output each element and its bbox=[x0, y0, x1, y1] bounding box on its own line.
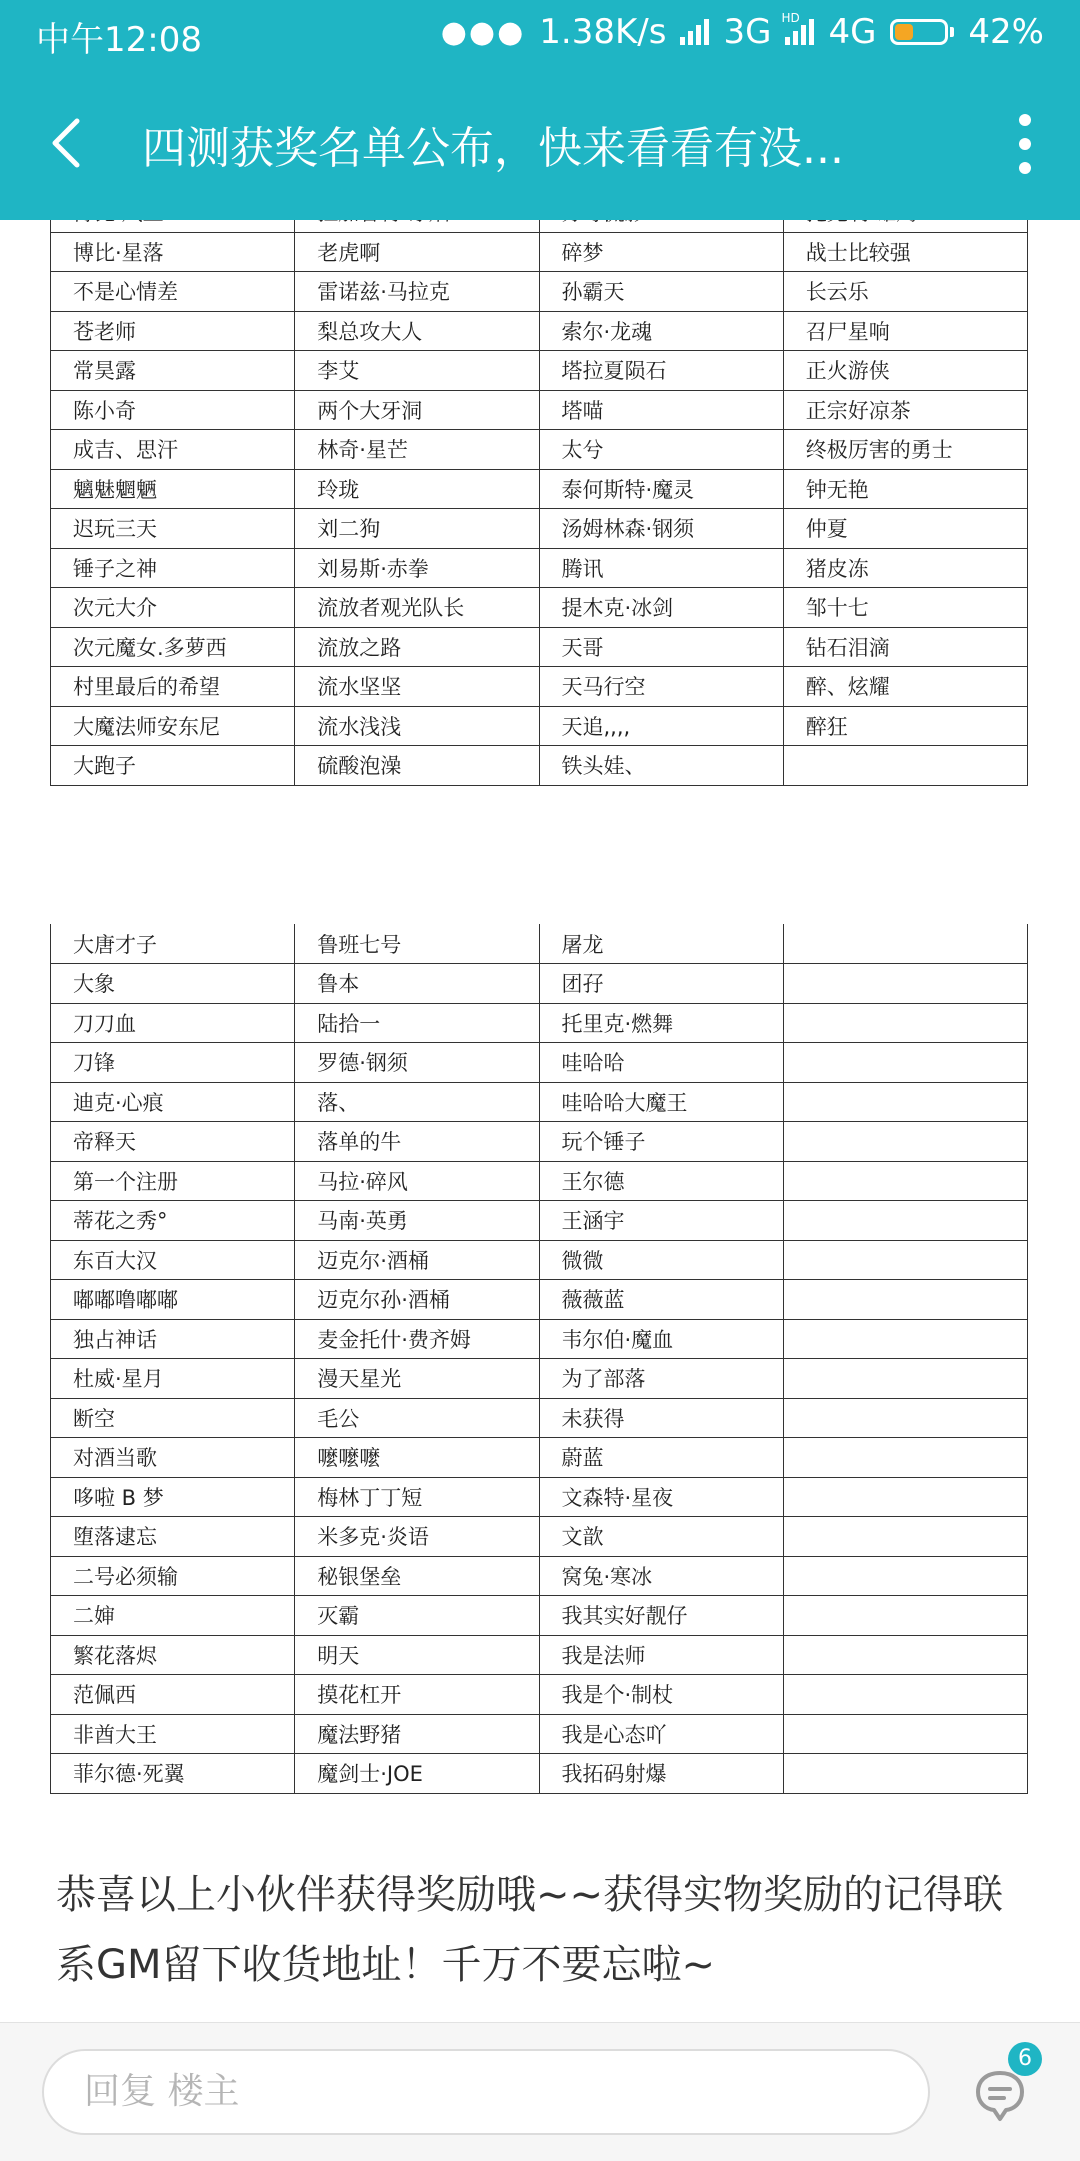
table-cell: 正火游侠 bbox=[783, 351, 1027, 391]
table-cell: 漫天星光 bbox=[295, 1359, 539, 1399]
table-cell: 孙霸天 bbox=[539, 272, 783, 312]
table-row bbox=[51, 390, 1028, 430]
table-cell bbox=[783, 1517, 1027, 1557]
table-row bbox=[51, 924, 1028, 964]
back-arrow-icon bbox=[47, 117, 83, 169]
table-cell: 苍老师 bbox=[51, 311, 295, 351]
table-cell: 鲁本 bbox=[295, 964, 539, 1004]
table-cell: 独占神话 bbox=[51, 1319, 295, 1359]
table-cell: 成吉、思汗 bbox=[51, 430, 295, 470]
table-row bbox=[51, 1240, 1028, 1280]
page-title: 四测获奖名单公布，快来看看有没... bbox=[142, 123, 844, 174]
table-cell: 迈克尔孙·酒桶 bbox=[295, 1280, 539, 1320]
table-cell bbox=[783, 1122, 1027, 1162]
table-row bbox=[51, 1161, 1028, 1201]
table-row bbox=[51, 1438, 1028, 1478]
hd-label: HD bbox=[781, 11, 800, 25]
table-cell: 蒂花之秀° bbox=[51, 1201, 295, 1241]
table-cell: 帝释天 bbox=[51, 1122, 295, 1162]
table-cell: 我是心态吖 bbox=[539, 1714, 783, 1754]
battery-fill bbox=[895, 24, 913, 40]
table-cell: 梨总攻大人 bbox=[295, 311, 539, 351]
table-cell: 天哥 bbox=[539, 627, 783, 667]
table-row bbox=[51, 667, 1028, 707]
table-cell: 麦金托什·费齐姆 bbox=[295, 1319, 539, 1359]
table-cell: 次元魔女.多萝西 bbox=[51, 627, 295, 667]
table-cell bbox=[783, 1675, 1027, 1715]
table-cell: 硫酸泡澡 bbox=[295, 746, 539, 786]
table-cell bbox=[783, 1556, 1027, 1596]
status-time: 中午12:08 bbox=[36, 20, 202, 60]
reply-input[interactable]: 回复 楼主 bbox=[42, 2049, 930, 2135]
table-cell: 刘易斯·赤拳 bbox=[295, 548, 539, 588]
table-cell: 流放者观光队长 bbox=[295, 588, 539, 628]
table-row bbox=[51, 588, 1028, 628]
winner-table-two bbox=[50, 924, 1028, 1794]
table-cell: 不是心情差 bbox=[51, 272, 295, 312]
table-cell: 屠龙 bbox=[539, 924, 783, 964]
table-cell: 林奇·星芒 bbox=[295, 430, 539, 470]
table-cell: 村里最后的希望 bbox=[51, 667, 295, 707]
table-cell: 二号必须输 bbox=[51, 1556, 295, 1596]
table-row bbox=[51, 351, 1028, 391]
table-row bbox=[51, 627, 1028, 667]
notification-dots-icon: ●●● bbox=[440, 14, 526, 50]
table-cell bbox=[783, 1082, 1027, 1122]
table-row bbox=[51, 1714, 1028, 1754]
battery-icon bbox=[890, 19, 954, 45]
table-cell: 刀锋 bbox=[51, 1043, 295, 1083]
table-cell: 战士比较强 bbox=[783, 232, 1027, 272]
table-cell: 梅林丁丁短 bbox=[295, 1477, 539, 1517]
table-cell: 东百大汉 bbox=[51, 1240, 295, 1280]
table-cell: 非酋大王 bbox=[51, 1714, 295, 1754]
table-cell: 秘银堡垒 bbox=[295, 1556, 539, 1596]
table-cell: 塔拉夏陨石 bbox=[539, 351, 783, 391]
table-row bbox=[51, 548, 1028, 588]
table-cell: 太兮 bbox=[539, 430, 783, 470]
table-cell: 索尔·龙魂 bbox=[539, 311, 783, 351]
table-cell: 刀刀血 bbox=[51, 1003, 295, 1043]
signal-hd-icon bbox=[781, 11, 814, 45]
table-cell: 大魔法师安东尼 bbox=[51, 706, 295, 746]
reply-bar bbox=[0, 2022, 1080, 2161]
table-cell bbox=[783, 1043, 1027, 1083]
table-cell bbox=[783, 1398, 1027, 1438]
table-cell bbox=[783, 746, 1027, 786]
table-row bbox=[51, 1596, 1028, 1636]
table-row bbox=[51, 1201, 1028, 1241]
table-cell: 铁头娃、 bbox=[539, 746, 783, 786]
table-cell bbox=[783, 964, 1027, 1004]
table-cell bbox=[783, 924, 1027, 964]
table-cell: 落、 bbox=[295, 1082, 539, 1122]
table-row bbox=[51, 311, 1028, 351]
table-row bbox=[51, 272, 1028, 312]
table-row bbox=[51, 1517, 1028, 1557]
title-bar bbox=[0, 68, 1080, 220]
table-cell: 陈小奇 bbox=[51, 390, 295, 430]
table-cell: 落单的牛 bbox=[295, 1122, 539, 1162]
table-row bbox=[51, 1319, 1028, 1359]
table-cell: 正宗好凉茶 bbox=[783, 390, 1027, 430]
table-cell: 摸花杠开 bbox=[295, 1675, 539, 1715]
comment-count-badge: 6 bbox=[1008, 2042, 1042, 2076]
table-cell: 流放之路 bbox=[295, 627, 539, 667]
table-cell: 天马行空 bbox=[539, 667, 783, 707]
table-cell: 哆啦 B 梦 bbox=[51, 1477, 295, 1517]
table-cell: 第一个注册 bbox=[51, 1161, 295, 1201]
table-cell: 繁花落烬 bbox=[51, 1635, 295, 1675]
table-cell: 魔剑士·JOE bbox=[295, 1754, 539, 1794]
table-cell: 猪皮冻 bbox=[783, 548, 1027, 588]
signal-3g-icon bbox=[680, 19, 709, 45]
table-cell: 文森特·星夜 bbox=[539, 1477, 783, 1517]
table-row bbox=[51, 469, 1028, 509]
table-cell bbox=[783, 1477, 1027, 1517]
table-cell: 团孖 bbox=[539, 964, 783, 1004]
table-cell: 雷诺兹·马拉克 bbox=[295, 272, 539, 312]
table-row bbox=[51, 1122, 1028, 1162]
battery-percent: 42% bbox=[968, 12, 1044, 52]
table-row bbox=[51, 1477, 1028, 1517]
table-cell: 嘟嘟噜嘟嘟 bbox=[51, 1280, 295, 1320]
table-cell: 醉、炫耀 bbox=[783, 667, 1027, 707]
table-cell bbox=[783, 1714, 1027, 1754]
table-cell bbox=[783, 1596, 1027, 1636]
table-row bbox=[51, 706, 1028, 746]
table-cell: 大唐才子 bbox=[51, 924, 295, 964]
table-cell bbox=[783, 1635, 1027, 1675]
table-row bbox=[51, 1003, 1028, 1043]
table-row bbox=[51, 746, 1028, 786]
table-cell: 长云乐 bbox=[783, 272, 1027, 312]
table-cell: 流水坚坚 bbox=[295, 667, 539, 707]
table-cell: 大象 bbox=[51, 964, 295, 1004]
table-row bbox=[51, 1754, 1028, 1794]
table-cell: 魑魅魍魉 bbox=[51, 469, 295, 509]
table-cell: 迈克尔·酒桶 bbox=[295, 1240, 539, 1280]
table-cell: 我拓码射爆 bbox=[539, 1754, 783, 1794]
table-cell: 鲁班七号 bbox=[295, 924, 539, 964]
table-cell: 邹十七 bbox=[783, 588, 1027, 628]
table-cell: 碎梦 bbox=[539, 232, 783, 272]
table-cell bbox=[783, 1754, 1027, 1794]
table-cell: 杜威·星月 bbox=[51, 1359, 295, 1399]
table-cell: 汤姆林森·钢须 bbox=[539, 509, 783, 549]
table-cell: 二婶 bbox=[51, 1596, 295, 1636]
table-cell: 堕落逮忘 bbox=[51, 1517, 295, 1557]
table-cell: 腾讯 bbox=[539, 548, 783, 588]
table-row bbox=[51, 1082, 1028, 1122]
table-cell: 未获得 bbox=[539, 1398, 783, 1438]
table-cell bbox=[783, 1003, 1027, 1043]
table-row bbox=[51, 430, 1028, 470]
table-cell: 刘二狗 bbox=[295, 509, 539, 549]
table-cell: 玩个锤子 bbox=[539, 1122, 783, 1162]
table-row bbox=[51, 1043, 1028, 1083]
back-button[interactable] bbox=[30, 108, 100, 178]
table-cell: 魔法野猪 bbox=[295, 1714, 539, 1754]
table-cell: 终极厉害的勇士 bbox=[783, 430, 1027, 470]
table-cell: 托里克·燃舞 bbox=[539, 1003, 783, 1043]
congratulation-message: 恭喜以上小伙伴获得奖励哦~~获得实物奖励的记得联系GM留下收货地址！千万不要忘啦~ bbox=[56, 1872, 1004, 1988]
table-cell: 米多克·炎语 bbox=[295, 1517, 539, 1557]
table-row bbox=[51, 232, 1028, 272]
table-cell: 醉狂 bbox=[783, 706, 1027, 746]
table-cell: 灭霸 bbox=[295, 1596, 539, 1636]
table-cell: 范佩西 bbox=[51, 1675, 295, 1715]
status-bar bbox=[0, 0, 1080, 68]
table-cell bbox=[783, 1201, 1027, 1241]
table-cell: 流水浅浅 bbox=[295, 706, 539, 746]
table-cell: 仲夏 bbox=[783, 509, 1027, 549]
table-cell: 博比·星落 bbox=[51, 232, 295, 272]
table-cell: 马南·英勇 bbox=[295, 1201, 539, 1241]
table-cell: 薇薇蓝 bbox=[539, 1280, 783, 1320]
status-indicators bbox=[441, 12, 1044, 52]
table-cell: 次元大介 bbox=[51, 588, 295, 628]
table-cell: 我是法师 bbox=[539, 1635, 783, 1675]
network-3g-label: 3G bbox=[723, 12, 772, 52]
table-row bbox=[51, 1556, 1028, 1596]
table-cell: 老虎啊 bbox=[295, 232, 539, 272]
table-row bbox=[51, 1280, 1028, 1320]
table-cell: 哇哈哈 bbox=[539, 1043, 783, 1083]
table-cell: 玲珑 bbox=[295, 469, 539, 509]
table-cell: 迟玩三天 bbox=[51, 509, 295, 549]
table-row bbox=[51, 1635, 1028, 1675]
table-cell: 钻石泪滴 bbox=[783, 627, 1027, 667]
winner-table-one bbox=[50, 192, 1028, 786]
table-cell: 文歆 bbox=[539, 1517, 783, 1557]
table-cell: 马拉·碎风 bbox=[295, 1161, 539, 1201]
table-cell: 锤子之神 bbox=[51, 548, 295, 588]
table-row bbox=[51, 1675, 1028, 1715]
table-cell: 韦尔伯·魔血 bbox=[539, 1319, 783, 1359]
table-cell: 哇哈哈大魔王 bbox=[539, 1082, 783, 1122]
comment-button[interactable] bbox=[972, 2067, 1034, 2129]
table-cell: 王尔德 bbox=[539, 1161, 783, 1201]
table-cell: 对酒当歌 bbox=[51, 1438, 295, 1478]
table-cell bbox=[783, 1280, 1027, 1320]
table-cell bbox=[783, 1319, 1027, 1359]
table-cell: 窝兔·寒冰 bbox=[539, 1556, 783, 1596]
more-vertical-icon bbox=[1019, 114, 1031, 126]
table-cell: 罗德·钢须 bbox=[295, 1043, 539, 1083]
table-cell: 召尸星响 bbox=[783, 311, 1027, 351]
table-cell: 迪克·心痕 bbox=[51, 1082, 295, 1122]
table-cell: 我是个·制杖 bbox=[539, 1675, 783, 1715]
table-cell: 泰何斯特·魔灵 bbox=[539, 469, 783, 509]
table-cell: 为了部落 bbox=[539, 1359, 783, 1399]
table-cell: 天追,,,, bbox=[539, 706, 783, 746]
table-cell: 提木克·冰剑 bbox=[539, 588, 783, 628]
table-cell: 塔喵 bbox=[539, 390, 783, 430]
table-row bbox=[51, 509, 1028, 549]
more-options-button[interactable] bbox=[1010, 114, 1040, 174]
table-cell: 毛公 bbox=[295, 1398, 539, 1438]
table-row bbox=[51, 1359, 1028, 1399]
table-cell: 断空 bbox=[51, 1398, 295, 1438]
post-content[interactable] bbox=[0, 220, 1080, 2022]
table-cell: 两个大牙洞 bbox=[295, 390, 539, 430]
table-row bbox=[51, 1398, 1028, 1438]
table-cell: 李艾 bbox=[295, 351, 539, 391]
table-cell: 我其实好靓仔 bbox=[539, 1596, 783, 1636]
table-row bbox=[51, 964, 1028, 1004]
table-cell: 大跑子 bbox=[51, 746, 295, 786]
table-cell bbox=[783, 1240, 1027, 1280]
table-cell: 嚒嚒嚒 bbox=[295, 1438, 539, 1478]
table-cell: 蔚蓝 bbox=[539, 1438, 783, 1478]
table-cell: 陆拾一 bbox=[295, 1003, 539, 1043]
table-cell bbox=[783, 1161, 1027, 1201]
table-cell: 王涵宇 bbox=[539, 1201, 783, 1241]
network-4g-label: 4G bbox=[828, 12, 877, 52]
table-cell: 微微 bbox=[539, 1240, 783, 1280]
table-cell: 钟无艳 bbox=[783, 469, 1027, 509]
network-speed: 1.38K/s bbox=[539, 12, 667, 52]
table-cell: 菲尔德·死翼 bbox=[51, 1754, 295, 1794]
table-cell: 常昊露 bbox=[51, 351, 295, 391]
table-cell bbox=[783, 1359, 1027, 1399]
table-cell: 明天 bbox=[295, 1635, 539, 1675]
table-cell bbox=[783, 1438, 1027, 1478]
